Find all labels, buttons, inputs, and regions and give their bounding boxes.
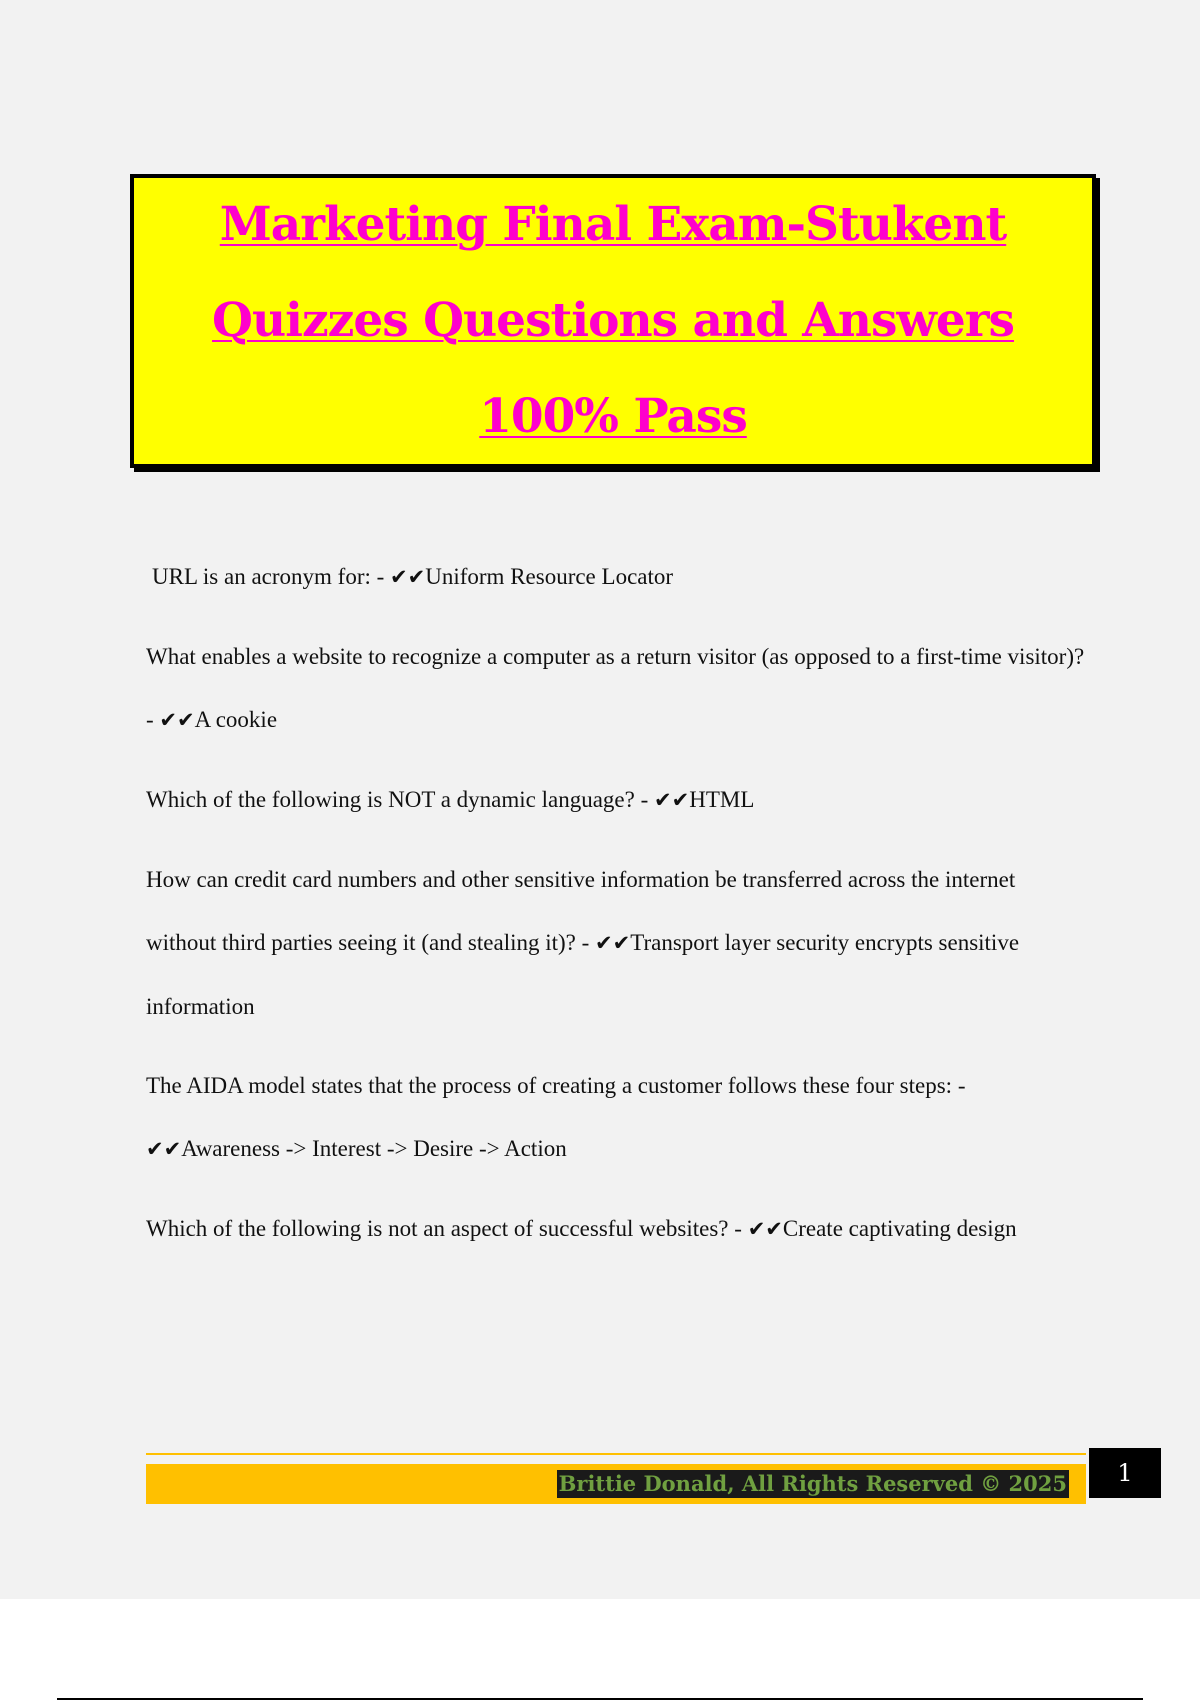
footer-bar (146, 1464, 1086, 1504)
check-mark-icon: ✔✔ (595, 931, 631, 955)
question-text: What enables a website to recognize a computer as a return visitor (as opposed to a first-time visitor)? - (146, 644, 1085, 732)
check-mark-icon: ✔✔ (390, 565, 426, 589)
qa-item (146, 1197, 1086, 1261)
check-mark-icon: ✔✔ (654, 788, 690, 812)
question-text: How can credit card numbers and other sensitive information be transferred across the internet without third parties seeing it (and stealing it)? - (146, 867, 1016, 955)
answer-text: Awareness -> Interest -> Desire -> Action (181, 1136, 567, 1161)
title-box (130, 174, 1096, 468)
answer-text: Create captivating design (782, 1216, 1017, 1241)
qa-item (146, 768, 1086, 832)
check-mark-icon: ✔✔ (747, 1217, 783, 1241)
answer-text: Uniform Resource Locator (425, 564, 674, 589)
page-number: 1 (1089, 1448, 1161, 1498)
qa-item (146, 545, 1086, 609)
answer-text: A cookie (194, 707, 278, 732)
qa-item (146, 848, 1086, 1038)
question-text: Which of the following is not an aspect of successful websites? - (146, 1216, 748, 1241)
check-mark-icon: ✔✔ (159, 708, 195, 732)
copyright-text: Brittie Donald, All Rights Reserved © 2025 (558, 1471, 1067, 1496)
question-text: Which of the following is NOT a dynamic language? - (146, 787, 654, 812)
qa-list (146, 545, 1086, 1277)
footer-divider (146, 1453, 1086, 1455)
check-mark-icon: ✔✔ (146, 1137, 182, 1161)
question-text: URL is an acronym for: - (152, 564, 391, 589)
question-text: The AIDA model states that the process of creating a customer follows these four steps: - (146, 1073, 966, 1098)
qa-item (146, 625, 1086, 752)
answer-text: Transport layer security encrypts sensitive information (146, 930, 1020, 1019)
document-title: Marketing Final Exam-Stukent Quizzes Questions and Answers 100% Pass (212, 197, 1014, 444)
answer-text: HTML (689, 787, 755, 812)
qa-item (146, 1054, 1086, 1181)
